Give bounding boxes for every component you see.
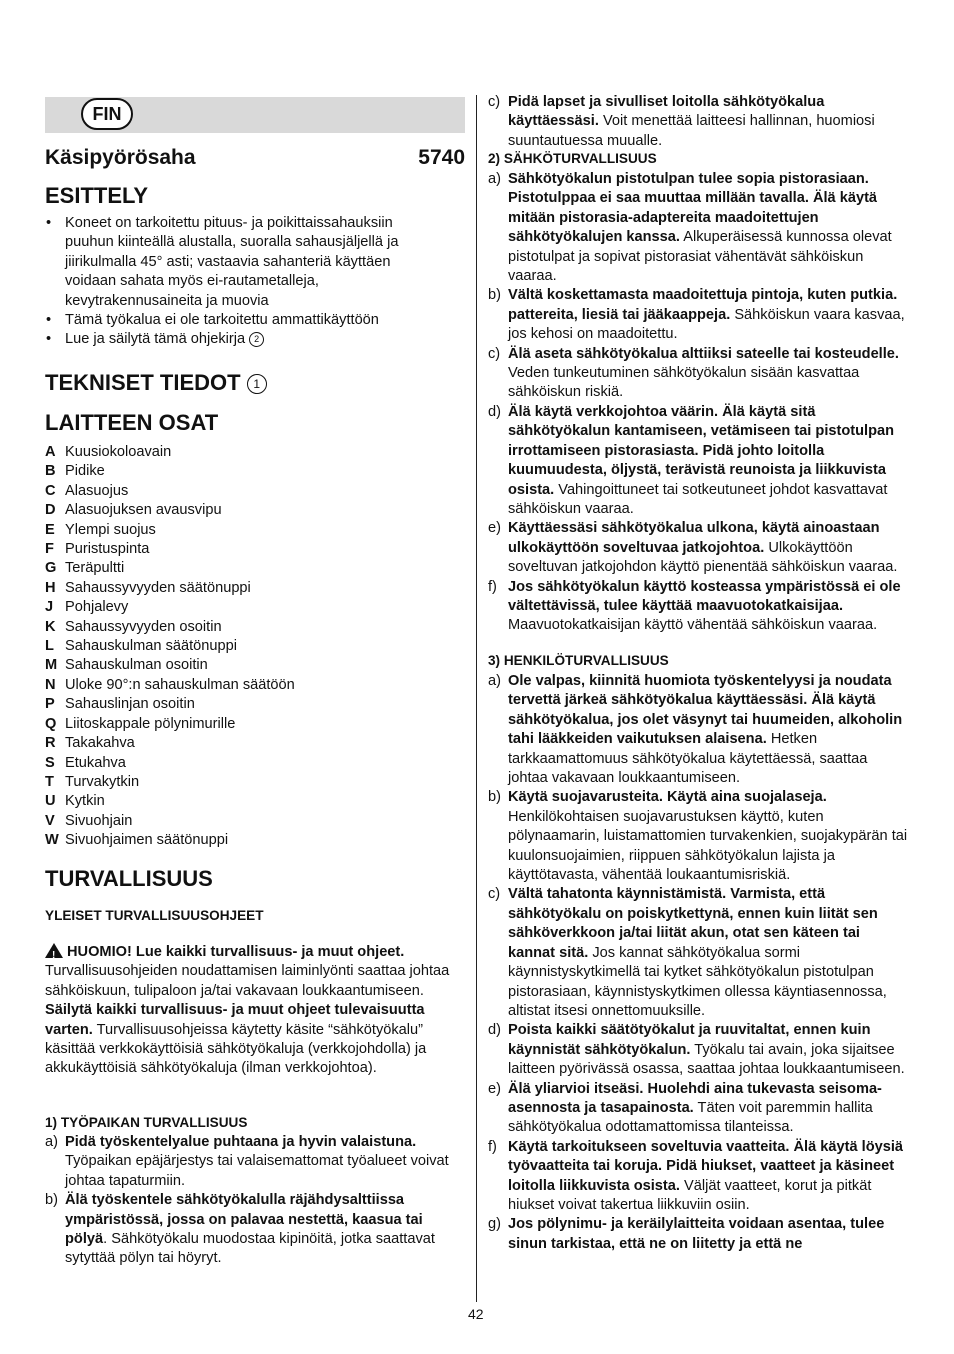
- warning-icon: [45, 943, 63, 958]
- s1-heading: 1) TYÖPAIKAN TURVALLISUUS: [45, 1115, 248, 1130]
- list-item: b) Vältä koskettamasta maadoitettuja pintoja, kuten putkia. pattereita, liesiä tai jääkaappeja. Sähköiskun vaara kasvaa, jos kehosi on maadoitettu.: [488, 287, 905, 343]
- s1-list: [45, 1133, 465, 1269]
- part-item: Q Liitoskappale pölynimurille: [45, 715, 236, 732]
- list-item: b) Käytä suojavarusteita. Käytä aina suojalaseja. Henkilökohtaisen suojavarustuksen käyttö, kuten pölynaamarin, luistamattomien turvakenkien, suojakypärän tai kuulonsuojaimien, riippuen sähkötyökalun lajista ja käyttötavasta, vähentää loukaantumisriskiä.: [488, 789, 908, 884]
- part-item: A Kuusiokoloavain: [45, 444, 172, 460]
- part-item: G Teräpultti: [45, 560, 125, 577]
- part-item: P Sahauslinjan osoitin: [45, 696, 195, 713]
- part-item: H Sahaussyvyyden säätönuppi: [45, 579, 251, 596]
- heading-turvallisuus: TURVALLISUUS: [45, 866, 213, 891]
- part-item: U Kytkin: [45, 793, 105, 810]
- s1-list-continued: [488, 93, 910, 151]
- language-badge: FIN: [81, 98, 133, 130]
- s3-list: [488, 672, 910, 1254]
- list-item: • Lue ja säilytä tämä ohjekirja 2: [45, 330, 425, 349]
- page-title: [45, 146, 465, 170]
- figure-ref: 1: [247, 374, 267, 394]
- list-item: c) Pidä lapset ja sivulliset loitolla sähkötyökalua käyttäessäsi. Voit menettää laitteesi hallinnan, huomiosi suuntautuessa muualle.: [488, 94, 875, 149]
- model-number: 5740: [418, 146, 465, 169]
- parts-list: [45, 443, 295, 851]
- s3-heading: 3) HENKILÖTURVALLISUUS: [488, 653, 669, 668]
- product-name: Käsipyörösaha: [45, 146, 196, 169]
- part-item: N Uloke 90°:n sahauskulman säätöön: [45, 676, 295, 693]
- list-item: a) Sähkötyökalun pistotulpan tulee sopia pistorasiaan. Pistotulppaa ei saa muuttaa millään tavalla. Älä käytä mitään pistorasia-adaptereita maadoitettujen sähkötyökalujen kanssa. Alkuperäisessä kunnossa olevat pistotulpat ja sopivat pistorasiat vähentävät sähköiskun vaaraa.: [488, 171, 892, 285]
- list-item: e) Älä yliarvioi itseäsi. Huolehdi aina tukevasta seisoma-asennosta ja tasapainosta. Täten voit paremmin hallita sähkötyökalua odottamattomissa tilanteissa.: [488, 1080, 882, 1136]
- list-item: g) Jos pölynimu- ja keräilylaitteita voidaan asentaa, tulee sinun tarkistaa, että ne on liitetty ja että ne: [488, 1216, 885, 1252]
- part-item: D Alasuojuksen avausvipu: [45, 502, 222, 519]
- list-item: e) Käyttäessäsi sähkötyökalua ulkona, käytä ainoastaan ulkokäyttöön soveltuvaa jatkojohtoa. Ulkokäyttöön soveltuvan jatkojohdon käyttö pienentää sähköiskun vaaraa.: [488, 520, 898, 576]
- part-item: J Pohjalevy: [45, 599, 129, 616]
- list-item: d) Poista kaikki säätötyökalut ja ruuvitaltat, ennen kuin käynnistät sähkötyökalun. Työkalu tai avain, joka sijaitsee laitteen pyörivässä osassa, saattaa johtaa loukkaantumiseen.: [488, 1022, 905, 1078]
- list-item: f) Käytä tarkoitukseen soveltuvia vaatteita. Älä käytä löysiä työvaatteita tai koruja. Pidä hiukset, vaatteet ja käsineet loitolla liikkuvista osista. Väljät vaatteet, korut ja pitkät hiukset voivat takertua liikkuviin osiin.: [488, 1138, 904, 1213]
- heading-esittely: ESITTELY: [45, 183, 149, 208]
- general-heading: YLEISET TURVALLISUUSOHJEET: [45, 908, 264, 923]
- list-item: d) Älä käytä verkkojohtoa väärin. Älä käytä sitä sähkötyökalun kantamiseen, vetämiseen tai pistotulpan irrottamiseen pistorasiasta. Pidä johto loitolla kuumuudesta, öljystä, terävistä reunoista ja liikkuvista osista. Vahingoittuneet tai sotkeutuneet johdot kasvattavat sähköiskun vaaraa.: [488, 403, 895, 517]
- part-item: S Etukahva: [45, 754, 126, 771]
- list-item: c) Vältä tahatonta käynnistämistä. Varmista, että sähkötyökalu on poiskytkettynä, ennen kuin liität sen sähköverkkoon ja/tai liität akun, otat sen käteen tai kannat sitä. Jos kannat sähkötyökalua sormi käynnistyskytkimellä tai kytket sähkötyökalun pistotulpan pistorasiaan, käynnistyskytkimen ollessa käyntiasennossa, altistat itsesi onnettomuuksille.: [488, 886, 887, 1019]
- column-divider: [476, 95, 477, 1302]
- part-item: W Sivuohjaimen säätönuppi: [45, 832, 229, 849]
- list-item: c) Älä aseta sähkötyökalua alttiiksi sateelle tai kosteudelle. Veden tunkeutuminen sähkötyökalun sisään kasvattaa sähköiskun riskiä.: [488, 345, 899, 401]
- s2-list: [488, 170, 910, 636]
- part-item: B Pidike: [45, 463, 105, 480]
- part-item: T Turvakytkin: [45, 773, 140, 790]
- intro-list: [45, 214, 425, 350]
- list-item: • Tämä työkalua ei ole tarkoitettu ammattikäyttöön: [45, 311, 425, 330]
- figure-ref: 2: [249, 332, 264, 347]
- general-warning: !HUOMIO! Lue kaikki turvallisuus- ja muut ohjeet. Turvallisuusohjeiden noudattamisen laiminlyönti saattaa johtaa sähköiskuun, tulipaloon ja/tai vakavaan loukkaantumiseen. Säilytä kaikki turvallisuus- ja muut ohjeet tulevaisuutta varten. Turvallisuusohjeissa käytetty käsite “sähkötyökalu” käsittää verkkokäyttöisiä sähkötyökaluja (verkkojohdolla) ja akkukäyttöisiä sähkötyökaluja (ilman verkkojohtoa).: [45, 943, 463, 1079]
- heading-laitteen: LAITTEEN OSAT: [45, 410, 219, 435]
- part-item: L Sahauskulman säätönuppi: [45, 638, 238, 655]
- part-item: M Sahauskulman osoitin: [45, 657, 208, 674]
- part-item: C Alasuojus: [45, 482, 129, 499]
- page-number: 42: [468, 1306, 484, 1322]
- s2-heading: 2) SÄHKÖTURVALLISUUS: [488, 151, 657, 166]
- part-item: K Sahaussyvyyden osoitin: [45, 618, 222, 635]
- list-item: f) Jos sähkötyökalun käyttö kosteassa ympäristössä ei ole vältettävissä, tulee käyttää maavuotokatkaisijaa. Maavuotokatkaisijan käyttö vähentää sähköiskun vaaraa.: [488, 578, 901, 634]
- list-item: • Koneet on tarkoitettu pituus- ja poikittaissahauksiin puuhun kiinteällä alustalla, suoralla sahausjäljellä ja jiirikulmalla 45° asti; vastaavia sahanteriä käyttäen voidaan sahata myös ei-rautametalleja, kevytrakennusaineita ja muovia: [45, 214, 425, 311]
- part-item: F Puristuspinta: [45, 541, 150, 558]
- part-item: V Sivuohjain: [45, 812, 133, 829]
- heading-tekniset: TEKNISET TIEDOT 1: [45, 370, 267, 396]
- part-item: E Ylempi suojus: [45, 521, 156, 538]
- part-item: R Takakahva: [45, 735, 135, 752]
- list-item: a) Ole valpas, kiinnitä huomiota työskentelyysi ja noudata tervettä järkeä sähkötyökalua käyttäessäsi. Älä käytä sähkötyökalua, jos olet väsynyt tai huumeiden, alkoholin tahi lääkkeiden vaikutuksen alaisena. Hetken tarkkaamattomuus sähkötyökalua käytettäessä, saattaa johtaa vakavaan loukkaantumiseen.: [488, 673, 903, 787]
- list-item: a) Pidä työskentelyalue puhtaana ja hyvin valaistuna. Työpaikan epäjärjestys tai valaisemattomat työalueet voivat johtaa tapaturmiin.: [45, 1134, 449, 1189]
- language-bar: [45, 97, 465, 133]
- list-item: b) Älä työskentele sähkötyökalulla räjähdysalttiissa ympäristössä, jossa on palavaa nestettä, kaasua tai pölyä. Sähkötyökalu muodostaa kipinöitä, jotka saattavat sytyttää pölyn tai höyryt.: [45, 1192, 435, 1267]
